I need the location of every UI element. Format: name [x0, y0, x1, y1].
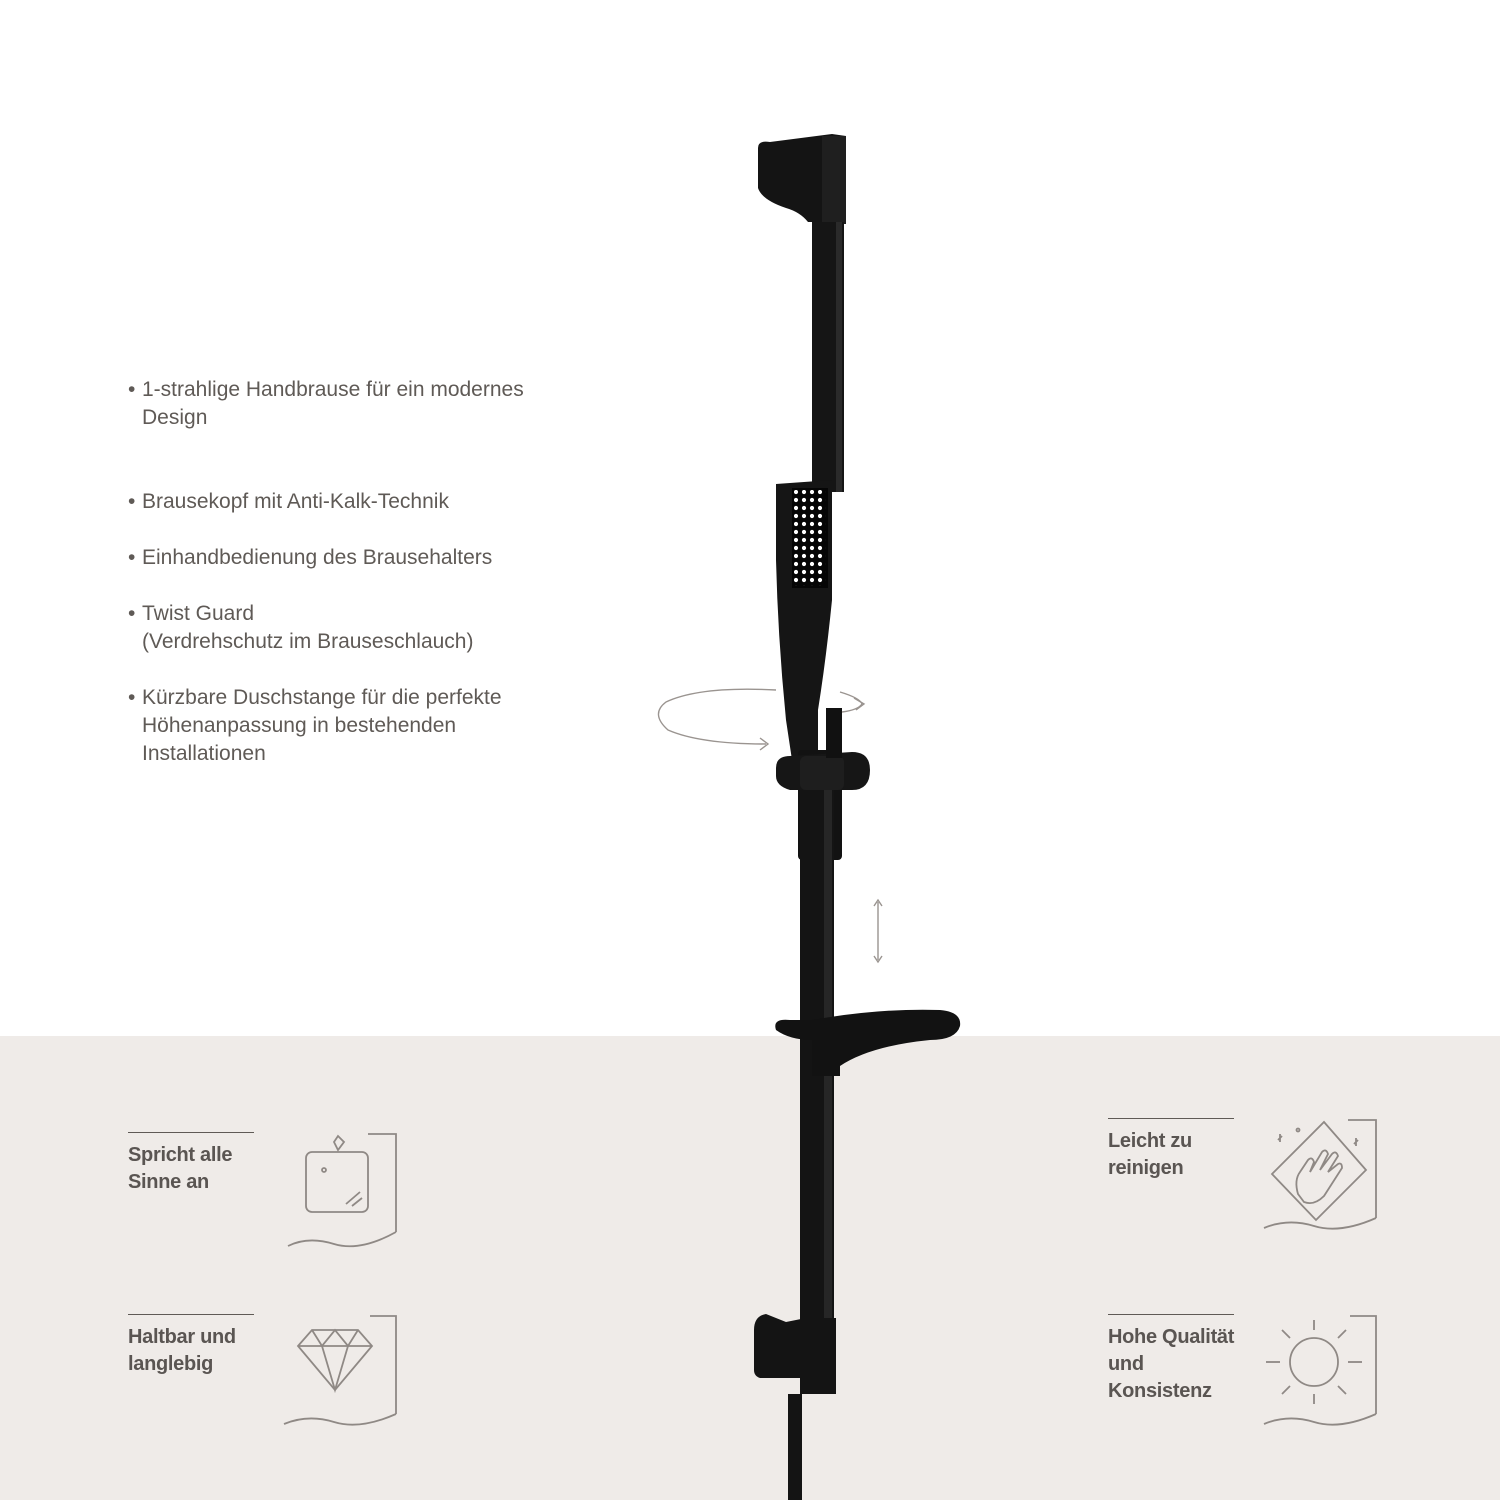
tile-sparkle-icon — [278, 1124, 398, 1254]
feature-text: 1-strahlige Handbrause für ein modernes Design — [142, 378, 524, 429]
badge-quality — [1108, 1314, 1378, 1454]
badge-durable — [128, 1314, 398, 1454]
bottom-wall-bracket — [754, 1314, 836, 1394]
feature-text: Kürzbare Duschstange für die perfekte Höhenanpassung in bestehenden Installationen — [142, 686, 502, 765]
badge-label: Haltbar und langlebig — [128, 1326, 236, 1375]
diamond-icon — [278, 1306, 398, 1436]
bullet: • — [128, 602, 136, 625]
divider — [128, 1314, 254, 1315]
feature-text: Twist Guard (Verdrehschutz im Brauseschlauch) — [142, 602, 474, 653]
wiping-hand-icon — [1258, 1110, 1378, 1240]
badge-senses — [128, 1132, 398, 1272]
badge-label: Spricht alle Sinne an — [128, 1144, 233, 1193]
badge-label: Leicht zu reinigen — [1108, 1130, 1192, 1179]
badge-label: Hohe Qualität und Konsistenz — [1108, 1326, 1235, 1402]
bullet: • — [128, 490, 136, 513]
feature-text: Einhandbedienung des Brausehalters — [142, 546, 493, 569]
divider — [128, 1132, 254, 1133]
bullet: • — [128, 686, 136, 709]
shower-hose — [788, 1394, 802, 1500]
height-adjust-arrow-icon — [874, 900, 882, 962]
sun-icon — [1258, 1306, 1378, 1436]
feature-text: Brausekopf mit Anti-Kalk-Technik — [142, 490, 449, 513]
badge-easy-clean — [1108, 1118, 1378, 1258]
bullet: • — [128, 546, 136, 569]
divider — [1108, 1118, 1234, 1119]
divider — [1108, 1314, 1234, 1315]
bullet: • — [128, 378, 136, 401]
